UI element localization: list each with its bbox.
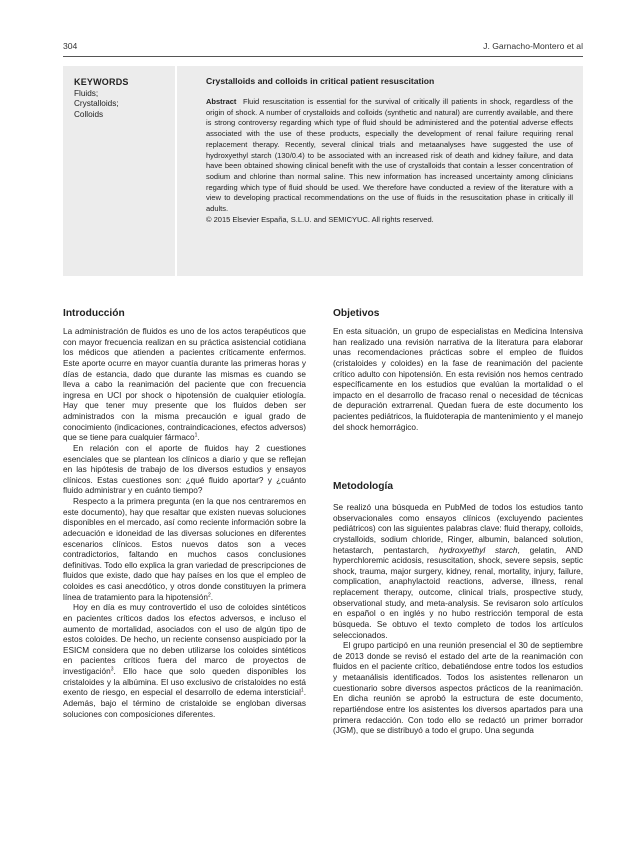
- header-rule: [63, 56, 583, 57]
- paragraph: La administración de fluidos es uno de los actos terapéuticos que con mayor frecuencia realizan en su práctica asistencial cotidiana los médicos que atienden a pacientes críticamente enfermos. Este aporte ocurre en mayor cuantía durante las primeras horas y días de estancia, dado que durante las mismas es cuando se lleva a cabo la reanimación del paciente que con frecuencia ingresa en UCI por shock o hipotensión de cualquier etiología. Hay que tener muy presente que los fluidos deben ser administrados con la misma precaución e igual grado de conocimiento (indicaciones, contraindicaciones, efectos adversos) que se tiene para cualquier fármaco$^1$.: [63, 327, 306, 443]
- abstract-body: [206, 97, 573, 215]
- running-header: [63, 41, 583, 55]
- paragraph: Se realizó una búsqueda en PubMed de todos los estudios tanto observacionales como ensayos clínicos (excluyendo pacientes pediátricos) con las siguientes palabras clave: fluid therapy, colloids, crystalloids, sodium chloride, Ringer, albumin, balanced solution, hetastarch, pentastarch, hydroxyethyl starch, gelatin, AND hyperchloremic acidosis, resuscitation, shock, severe sepsis, septic shock, trauma, major surgery, kidney, renal, mortality, injury, failure, complication, anaphylactoid reactions, adverse, illness, renal replacement therapy, outcome, clinical trials, prospective study, observational study, and meta-analysis. Se revisaron solo artículos en español o en inglés y no hubo restricción temporal de esta búsqueda. Se obtuvo el texto completo de todos los artículos seleccionados.: [333, 503, 583, 640]
- running-authors: J. Garnacho-Montero et al: [483, 41, 583, 51]
- paragraph: Respecto a la primera pregunta (en la que nos centraremos en este documento), hay que resaltar que existen nuevas soluciones disponibles en el mercado, así como reciente información sobre la adecuación e idoneidad de las diversas soluciones en diferentes escenarios clínicos. Estos nuevos datos son a veces contradictorios, faltando en muchos casos conclusiones definitivas. Todo ello explica la gran variedad de prescripciones de fluidos que existe, dado que hay países en los que el empleo de coloides es casi anecdótico, y otros donde constituyen la primera línea de tratamiento para la hipotensión$^2$.: [63, 497, 306, 602]
- keyword-item: Crystalloids;: [74, 99, 119, 109]
- metodologia-body: [333, 503, 583, 737]
- citation-ref[interactable]: 3: [110, 666, 114, 673]
- paragraph: El grupo participó en una reunión presencial el 30 de septiembre de 2013 donde se revisó el estado del arte de la reanimación con fluidos en el paciente crítico, debatiéndose entre todos los estudios y metaanálisis identificados. Todos los asistentes rellenaron un cuestionario sobre diversos aspectos prácticos de la reanimación. En dicha reunión se aprobó la estructura de este documento, repartiéndose entre los asistentes los diversos apartados para una primera redacción. Con todo ello se redactó un primer borrador (JGM), que se distribuyó a todo el grupo. Una segunda: [333, 641, 583, 736]
- introduccion-body: [63, 327, 306, 720]
- paragraph: En relación con el aporte de fluidos hay 2 cuestiones esenciales que se plantean los clínicos a diario y que se reflejan en las hipótesis de trabajo de los diversos estudios y ensayos clínicos. Estas cuestiones son: ¿qué fluido aportar? y ¿cuánto fluido administrar y en cuánto tiempo?: [63, 443, 306, 496]
- keywords-heading: KEYWORDS: [74, 77, 129, 87]
- metodologia-heading: Metodología: [333, 481, 393, 492]
- keyword-item: Colloids: [74, 109, 104, 119]
- abstract-text: Fluid resuscitation is essential for the survival of critically ill patients in shock, regardless of the origin of shock. A number of crystalloids and colloids (synthetic and natural) are currently available, and there is strong controversy regarding which type of fluid should be administered and the potential adverse effects associated with the use of these products, especially the development of renal failure requiring renal replacement therapy. Recently, several clinical trials and metaanalyses have suggested the use of hydroxyethyl starch (130/0.4) to be associated with an increased risk of death and kidney failure, and data have been obtained showing clinical benefit with the use of crystalloids that contain a lesser concentration of sodium and chlorine than normal saline. This new information has increased uncertainty among clinicians regarding which type of fluid should be used. We therefore have conducted a review of the literature with a view to developing practical recommendations on the use of fluids in the resuscitation phase in critically ill adults.: [206, 97, 573, 214]
- citation-ref[interactable]: 1: [300, 687, 304, 694]
- objetivos-heading: Objetivos: [333, 308, 380, 319]
- keywords-box: [63, 66, 175, 276]
- abstract-title: Crystalloids and colloids in critical patient resuscitation: [206, 76, 435, 86]
- paragraph: En esta situación, un grupo de especialistas en Medicina Intensiva han realizado una revisión narrativa de la literatura para elaborar unas recomendaciones prácticas sobre el empleo de fluidos (cristaloides y coloides) en la fase de reanimación del paciente crítico adulto con hipotensión. En esta revisión nos hemos centrado específicamente en los estudios que evalúan la mortalidad o el impacto en el desarrollo de fracaso renal o necesidad de técnicas de depuración extrarrenal. Quedan fuera de este documento los pacientes pediátricos, la fluidoterapia de mantenimiento y el manejo del shock hemorrágico.: [333, 327, 583, 432]
- abstract-label: Abstract: [206, 97, 237, 106]
- copyright-line: © 2015 Elsevier España, S.L.U. and SEMICYUC. All rights reserved.: [206, 214, 434, 224]
- page-number: 304: [63, 41, 78, 51]
- introduccion-heading: Introducción: [63, 308, 125, 319]
- keyword-item: Fluids;: [74, 89, 99, 98]
- abstract-box: [177, 66, 583, 276]
- paragraph: Hoy en día es muy controvertido el uso de coloides sintéticos en pacientes críticos dados los efectos adversos, e incluso el aumento de mortalidad, asociados con el uso de algún tipo de estos coloides. De hecho, un reciente consenso auspiciado por la ESICM considera que no deben utilizarse los coloides sintéticos en pacientes críticos fuera del marco de proyectos de investigación$^3$. Ello hace que solo queden disponibles los cristaloides y la albúmina. El uso exclusivo de cristaloides no está exento de riesgo, en especial el desarrollo de edema intersticial$^1$. Además, bajo el término de cristaloide se engloban diversas soluciones con composiciones diferentes.: [63, 603, 306, 719]
- italic-term: hydroxyethyl starch: [438, 545, 518, 555]
- citation-ref[interactable]: 1: [194, 432, 198, 439]
- citation-ref[interactable]: 2: [207, 591, 211, 598]
- objetivos-body: [333, 327, 583, 433]
